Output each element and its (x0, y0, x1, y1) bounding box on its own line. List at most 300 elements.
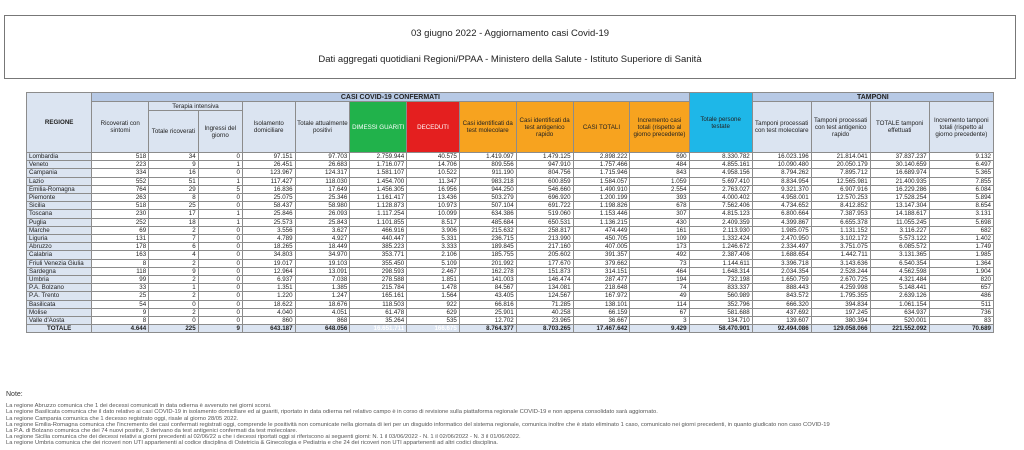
table-cell: 1.220 (242, 292, 295, 300)
region-name: Basilicata (27, 300, 92, 308)
table-cell: 8.517 (407, 218, 460, 226)
col-tamponi-molecolare: Tamponi processati con test molecolare (752, 102, 811, 153)
table-cell: 8.794.262 (752, 169, 811, 177)
table-cell: 18.449 (295, 243, 350, 251)
region-name: Puglia (27, 218, 92, 226)
table-cell: 4.958.156 (689, 169, 752, 177)
table-cell: 8.412.852 (811, 202, 870, 210)
table-cell: 3 (630, 317, 689, 325)
col-casi-molecolare: Casi identificati da test molecolare (459, 102, 516, 153)
table-cell: 1.688.654 (752, 251, 811, 259)
col-incremento-tamponi: Incremento tamponi totali (rispetto al giorno precedente) (929, 102, 993, 153)
table-cell: 6.497 (929, 161, 993, 169)
table-cell: 484 (630, 161, 689, 169)
region-name: Campania (27, 169, 92, 177)
table-row (27, 161, 994, 169)
table-cell: 230 (92, 210, 149, 218)
table-cell: 205.602 (516, 251, 573, 259)
table-cell: 2.670.725 (811, 276, 870, 284)
table-cell: 13.147.304 (870, 202, 929, 210)
group-terapia-intensiva: Terapia intensiva (149, 102, 243, 111)
table-cell: 0 (198, 235, 242, 243)
table-cell: 66.159 (573, 308, 630, 316)
table-cell: 736 (929, 308, 993, 316)
table-cell: 843.572 (752, 292, 811, 300)
table-cell: 3.116.227 (870, 226, 929, 234)
covid-data-table (26, 92, 994, 333)
table-cell: 1.059 (630, 177, 689, 185)
table-cell: 25.846 (242, 210, 295, 218)
table-cell: 1.200.199 (573, 194, 630, 202)
table-cell: 1.581.107 (350, 169, 407, 177)
table-cell: 1.795.355 (811, 292, 870, 300)
table-cell: 552 (92, 177, 149, 185)
table-cell: 74 (630, 284, 689, 292)
table-cell: 1.153.446 (573, 210, 630, 218)
region-name: Molise (27, 308, 92, 316)
table-row (27, 226, 994, 234)
table-cell: 13.436 (407, 194, 460, 202)
table-cell: 1.144.611 (689, 259, 752, 267)
table-cell: 129.058.066 (811, 325, 870, 333)
table-cell: 5.698 (929, 218, 993, 226)
table-cell: 6.084 (929, 185, 993, 193)
table-cell: 4.040 (242, 308, 295, 316)
region-name: Umbria (27, 276, 92, 284)
table-cell: 2.409.359 (689, 218, 752, 226)
report-header (4, 15, 1016, 79)
table-cell: 1.061.154 (870, 300, 929, 308)
table-cell: 3.751.075 (811, 243, 870, 251)
table-cell: 1.985.075 (752, 226, 811, 234)
table-cell: 843 (630, 169, 689, 177)
table-cell: 5.365 (929, 169, 993, 177)
table-cell: 4.734.652 (752, 202, 811, 210)
table-cell: 944.250 (459, 185, 516, 193)
table-cell: 1.332.424 (689, 235, 752, 243)
table-cell: 258.817 (516, 226, 573, 234)
table-cell: 16.836 (242, 185, 295, 193)
table-cell: 9.132 (929, 153, 993, 161)
table-cell: 437.692 (752, 308, 811, 316)
table-cell: 393 (630, 194, 689, 202)
region-name: P.A. Trento (27, 292, 92, 300)
table-cell: 407.005 (573, 243, 630, 251)
table-cell: 0 (198, 243, 242, 251)
region-name: Emilia-Romagna (27, 185, 92, 193)
table-cell: 485.684 (459, 218, 516, 226)
table-cell: 298.593 (350, 267, 407, 275)
table-row (27, 292, 994, 300)
table-cell: 450.705 (573, 235, 630, 243)
table-cell: 17.528.254 (870, 194, 929, 202)
table-body (27, 153, 994, 333)
table-cell: 97.151 (242, 153, 295, 161)
table-cell: 25 (149, 202, 199, 210)
region-name: Abruzzo (27, 243, 92, 251)
table-cell: 486 (929, 292, 993, 300)
table-row (27, 276, 994, 284)
table-cell: 221.552.092 (870, 325, 929, 333)
table-cell: 263 (92, 194, 149, 202)
table-cell: 7.855 (929, 177, 993, 185)
table-cell: 352.796 (689, 300, 752, 308)
table-cell: 18.622 (242, 300, 295, 308)
table-cell: 25.843 (295, 218, 350, 226)
table-cell: 629 (407, 308, 460, 316)
table-cell: 146.474 (516, 276, 573, 284)
table-cell: 189.845 (459, 243, 516, 251)
table-cell: 7 (149, 235, 199, 243)
table-cell: 804.756 (516, 169, 573, 177)
notes-section (6, 392, 1006, 447)
table-cell: 2.639.126 (870, 292, 929, 300)
table-cell: 634.386 (459, 210, 516, 218)
table-cell: 1.479.125 (516, 153, 573, 161)
table-cell: 732.198 (689, 276, 752, 284)
table-cell: 18 (149, 218, 199, 226)
table-row (27, 210, 994, 218)
table-cell: 213.990 (516, 235, 573, 243)
table-cell: 1.650.759 (752, 276, 811, 284)
table-cell: 236.715 (459, 235, 516, 243)
table-cell: 1.716.077 (350, 161, 407, 169)
table-cell: 2 (149, 292, 199, 300)
table-cell: 0 (149, 300, 199, 308)
table-cell: 5 (198, 185, 242, 193)
region-name: Sicilia (27, 202, 92, 210)
table-cell: 58.470.901 (689, 325, 752, 333)
table-cell: 49 (630, 292, 689, 300)
table-cell: 4.927 (295, 235, 350, 243)
table-row (27, 251, 994, 259)
total-row (27, 325, 994, 333)
table-cell: 690 (630, 153, 689, 161)
table-cell: 682 (929, 226, 993, 234)
group-tamponi: TAMPONI (752, 93, 993, 102)
table-cell: 139.607 (752, 317, 811, 325)
table-cell: 648.056 (295, 325, 350, 333)
table-cell: 643.187 (242, 325, 295, 333)
table-row (27, 169, 994, 177)
group-casi-confermati: CASI COVID-19 CONFERMATI (92, 93, 689, 102)
table-cell: 1.161.417 (350, 194, 407, 202)
table-cell: 16.689.974 (870, 169, 929, 177)
note-line: La regione Abruzzo comunica che 1 dei decessi comunicati in data odierna è avvenuto nei giorni scorsi. (6, 403, 272, 410)
table-cell: 6.907.916 (811, 185, 870, 193)
table-cell: 4.399.867 (752, 218, 811, 226)
table-cell: 3.131 (929, 210, 993, 218)
table-cell: 109 (630, 235, 689, 243)
table-cell: 1 (198, 177, 242, 185)
table-cell: 26.451 (242, 161, 295, 169)
table-cell: 114 (630, 300, 689, 308)
table-cell: 0 (198, 317, 242, 325)
table-cell: 9 (92, 308, 149, 316)
table-cell: 4.958.001 (752, 194, 811, 202)
table-cell: 16.229.286 (870, 185, 929, 193)
table-cell: 197.245 (811, 308, 870, 316)
table-cell: 2.763.027 (689, 185, 752, 193)
table-cell: 194 (630, 276, 689, 284)
table-cell: 3.102.172 (811, 235, 870, 243)
table-cell: 178 (92, 243, 149, 251)
region-name: Liguria (27, 235, 92, 243)
table-cell: 162.278 (459, 267, 516, 275)
table-row (27, 284, 994, 292)
table-cell: 0 (198, 194, 242, 202)
table-cell: 118 (92, 267, 149, 275)
table-cell: 2.387.406 (689, 251, 752, 259)
table-cell: 1.131.152 (811, 226, 870, 234)
table-cell: 58.980 (295, 202, 350, 210)
col-incremento-casi: Incremento casi totali (rispetto al giorno precedente) (630, 102, 689, 153)
region-name: Veneto (27, 161, 92, 169)
table-cell: 678 (630, 202, 689, 210)
col-ti-ingressi: Ingressi del giorno (198, 111, 242, 153)
region-name: Marche (27, 226, 92, 234)
table-cell: 634.937 (870, 308, 929, 316)
table-cell: 2.334.497 (752, 243, 811, 251)
table-cell: 35.264 (350, 317, 407, 325)
table-cell: 1.136.215 (573, 218, 630, 226)
table-cell: 1.247 (295, 292, 350, 300)
table-cell: 2 (149, 226, 199, 234)
table-cell: 0 (198, 300, 242, 308)
table-cell: 691.722 (516, 202, 573, 210)
table-cell: 2.898.222 (573, 153, 630, 161)
table-cell: 124.567 (516, 292, 573, 300)
table-cell: 16 (149, 169, 199, 177)
table-cell: 9 (149, 161, 199, 169)
table-cell: 287.477 (573, 276, 630, 284)
table-cell: 34 (149, 153, 199, 161)
table-cell: 1.648.314 (689, 267, 752, 275)
table-cell: 1.851 (407, 276, 460, 284)
table-cell: 0 (198, 276, 242, 284)
table-cell: 36.667 (573, 317, 630, 325)
table-cell: 0 (198, 202, 242, 210)
col-tamponi-antigenico: Tamponi processati con test antigenico rapido (811, 102, 870, 153)
table-cell: 1 (198, 210, 242, 218)
table-cell: 9.429 (630, 325, 689, 333)
table-cell: 518 (92, 153, 149, 161)
table-cell: 201.992 (459, 259, 516, 267)
table-cell: 252 (92, 218, 149, 226)
table-cell: 492 (630, 251, 689, 259)
table-cell: 33 (92, 284, 149, 292)
table-cell: 466.916 (350, 226, 407, 234)
table-cell: 1.749 (929, 243, 993, 251)
table-row (27, 185, 994, 193)
table-cell: 1.117.254 (350, 210, 407, 218)
table-cell: 6.540.354 (870, 259, 929, 267)
table-cell: 5.697.410 (689, 177, 752, 185)
region-name: P.A. Bolzano (27, 284, 92, 292)
table-cell: 4.562.598 (870, 267, 929, 275)
table-cell: 511 (929, 300, 993, 308)
table-cell: 215.784 (350, 284, 407, 292)
table-cell: 430 (630, 218, 689, 226)
table-cell: 278.588 (350, 276, 407, 284)
table-cell: 40.258 (516, 308, 573, 316)
table-cell: 520.001 (870, 317, 929, 325)
table-cell: 173 (630, 243, 689, 251)
table-cell: 10.973 (407, 202, 460, 210)
table-cell: 161 (630, 226, 689, 234)
table-cell: 380.394 (811, 317, 870, 325)
table-cell: 1.757.466 (573, 161, 630, 169)
table-row (27, 177, 994, 185)
table-cell: 888.443 (752, 284, 811, 292)
table-cell: 833.337 (689, 284, 752, 292)
table-cell: 7.562.406 (689, 202, 752, 210)
table-cell: 14.188.617 (870, 210, 929, 218)
table-cell: 17.649 (295, 185, 350, 193)
table-cell: 6.800.664 (752, 210, 811, 218)
table-cell: 3.906 (407, 226, 460, 234)
region-name: Piemonte (27, 194, 92, 202)
table-cell: 1.351 (242, 284, 295, 292)
table-cell: 1.128.873 (350, 202, 407, 210)
note-line: La regione Emilia-Romagna comunica che l'incremento dei casi confermati registrati oggi, comprende le positività non comunicate nella giornata di ieri per un disguido informatico del sistema regionale, comunica inoltre che è stato eliminato 1 caso, comunicato nei giorni precedenti, in quanto giudicato non caso COVID-19 (6, 421, 830, 428)
table-cell: 1.419.097 (459, 153, 516, 161)
table-cell: 2.106 (407, 251, 460, 259)
table-cell: 5.573.122 (870, 235, 929, 243)
table-cell: 3.627 (295, 226, 350, 234)
table-cell: 163 (92, 251, 149, 259)
table-cell: 519.060 (516, 210, 573, 218)
table-cell: 83 (929, 317, 993, 325)
table-cell: 3.143.636 (811, 259, 870, 267)
table-cell: 657 (929, 284, 993, 292)
table-cell: 51 (149, 177, 199, 185)
table-cell: 61.478 (350, 308, 407, 316)
table-cell: 391.357 (573, 251, 630, 259)
table-cell: 2.470.950 (752, 235, 811, 243)
table-cell: 0 (198, 153, 242, 161)
region-name: TOTALE (27, 325, 92, 333)
table-cell: 18.265 (242, 243, 295, 251)
notes-title: Note: (6, 391, 23, 398)
table-cell: 983.218 (459, 177, 516, 185)
table-cell: 8.834.954 (752, 177, 811, 185)
table-cell: 4.789 (242, 235, 295, 243)
table-cell: 0 (198, 226, 242, 234)
table-row (27, 300, 994, 308)
table-cell: 13.091 (295, 267, 350, 275)
table-cell: 43.405 (459, 292, 516, 300)
table-cell: 355.450 (350, 259, 407, 267)
table-cell: 66.816 (459, 300, 516, 308)
table-cell: 25.346 (295, 194, 350, 202)
table-cell: 18.676 (295, 300, 350, 308)
table-cell: 118.030 (295, 177, 350, 185)
region-name: Lombardia (27, 153, 92, 161)
note-line: La regione Umbria comunica che dei ricoveri non UTI appartenenti al codice disciplina di Ostetricia & Ginecologia e Pediatria e che 24 dei ricoveri non UTI appartenenti ad altri codici disciplina. (6, 440, 499, 447)
table-cell: 6.085.572 (870, 243, 929, 251)
table-cell: 820 (929, 276, 993, 284)
table-cell: 0 (198, 259, 242, 267)
table-cell: 225 (149, 325, 199, 333)
table-cell: 117.427 (242, 177, 295, 185)
note-line: La regione Sicilia comunica che dei decessi relativi a giorni precedenti al 02/06/22 a che i decessi riportati oggi si riferiscono ai seguenti giorni: N. 1 il 03/06/2022 - N. 1 il 02/06/2022 - N. 3 il 01/06/2022. (6, 434, 521, 441)
table-cell: 34.970 (295, 251, 350, 259)
table-cell: 12.702 (459, 317, 516, 325)
table-row (27, 259, 994, 267)
table-cell: 947.910 (516, 161, 573, 169)
table-cell: 560.989 (689, 292, 752, 300)
table-cell: 10.522 (407, 169, 460, 177)
table-cell: 141.003 (459, 276, 516, 284)
table-cell: 440.447 (350, 235, 407, 243)
col-ti-totale: Totale ricoverati (149, 111, 199, 153)
table-cell: 1 (198, 161, 242, 169)
table-cell: 8 (149, 194, 199, 202)
table-cell: 379.662 (573, 259, 630, 267)
table-cell: 666.320 (752, 300, 811, 308)
table-cell: 0 (198, 284, 242, 292)
table-cell: 1.904 (929, 267, 993, 275)
table-cell: 2.113.930 (689, 226, 752, 234)
table-cell: 17.467.642 (573, 325, 630, 333)
table-cell: 134.710 (689, 317, 752, 325)
table-cell: 19.103 (295, 259, 350, 267)
table-row (27, 218, 994, 226)
col-ricoverati: Ricoverati con sintomi (92, 102, 149, 153)
table-cell: 54 (92, 300, 149, 308)
table-cell: 3.556 (242, 226, 295, 234)
table-cell: 394.834 (811, 300, 870, 308)
table-cell: 868 (295, 317, 350, 325)
table-cell: 581.688 (689, 308, 752, 316)
table-cell: 14.706 (407, 161, 460, 169)
table-cell: 99 (92, 276, 149, 284)
table-cell: 4.051 (295, 308, 350, 316)
table-cell: 7.038 (295, 276, 350, 284)
report-title: 03 giugno 2022 - Aggiornamento casi Covid-19 (410, 28, 610, 39)
table-cell: 314.151 (573, 267, 630, 275)
table-cell: 353.771 (350, 251, 407, 259)
col-casi-totali: CASI TOTALI (573, 102, 630, 153)
col-regione: REGIONE (27, 93, 92, 153)
table-cell: 34.803 (242, 251, 295, 259)
table-cell: 8 (92, 259, 149, 267)
table-cell: 138.101 (573, 300, 630, 308)
table-cell: 911.190 (459, 169, 516, 177)
table-cell: 217.160 (516, 243, 573, 251)
table-cell: 8.654 (929, 202, 993, 210)
table-cell: 131 (92, 235, 149, 243)
table-cell: 30.140.659 (870, 161, 929, 169)
table-cell: 166.675 (407, 325, 460, 333)
table-cell: 1.454.700 (350, 177, 407, 185)
table-cell: 215.632 (459, 226, 516, 234)
table-row (27, 267, 994, 275)
table-cell: 0 (198, 169, 242, 177)
table-cell: 20.050.179 (811, 161, 870, 169)
table-cell: 124.317 (295, 169, 350, 177)
region-name: Lazio (27, 177, 92, 185)
table-cell: 2 (149, 276, 199, 284)
table-cell: 4.815.123 (689, 210, 752, 218)
table-row (27, 153, 994, 161)
table-cell: 223 (92, 161, 149, 169)
col-isolamento: Isolamento domiciliare (242, 102, 295, 153)
table-cell: 9.321.370 (752, 185, 811, 193)
table-cell: 1.456.305 (350, 185, 407, 193)
note-line: La regione Basilicata comunica che il dato relativo ai casi COVID-19 in isolamento domiciliare ed ai guariti, riportato in data odierna nel relativo campo è in corso di revisione sulla piattaforma regionale COVID-19 e non appena consolidato sarà aggiornato. (6, 409, 658, 416)
